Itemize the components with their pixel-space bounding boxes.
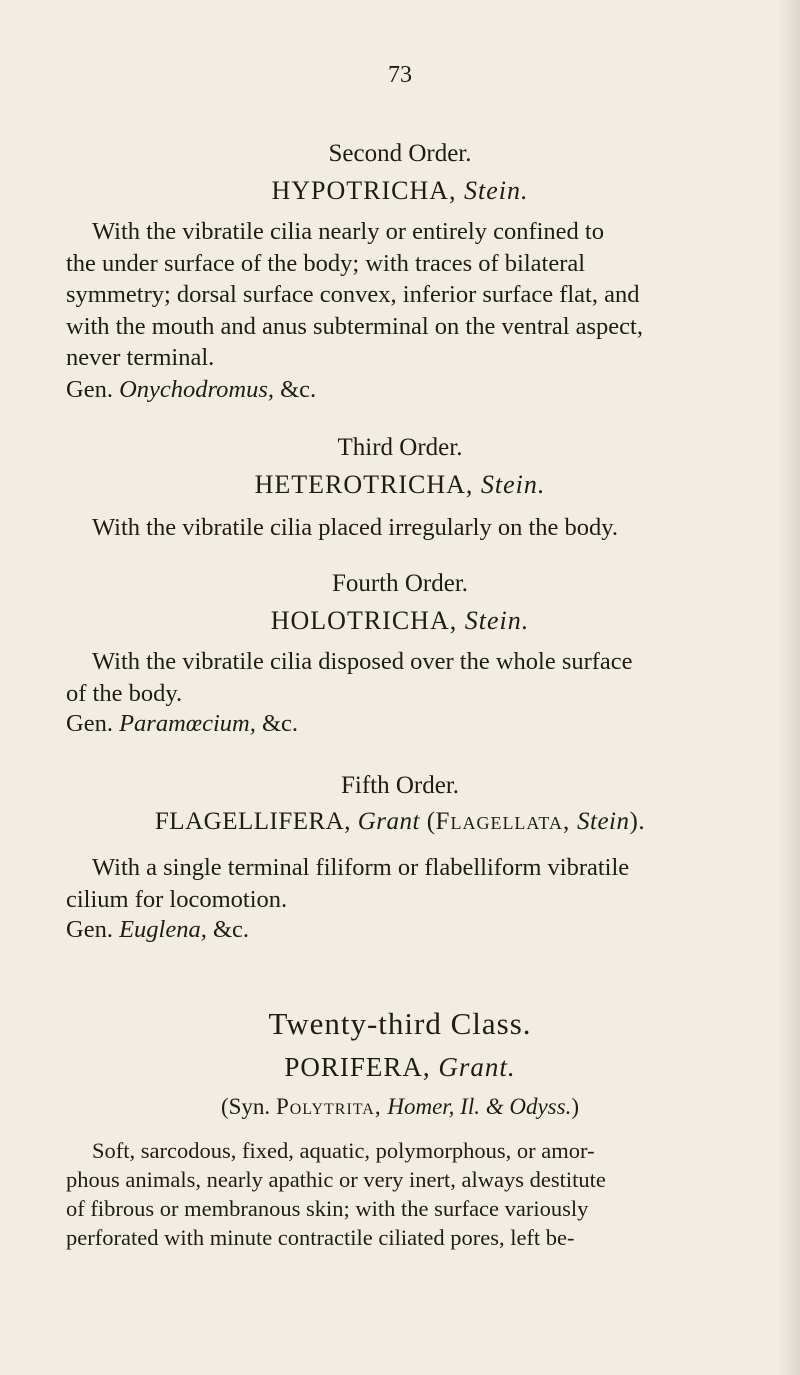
synonym-name: Flagellata, (435, 808, 571, 835)
page-edge-shadow (778, 0, 800, 1375)
paragraph-line: with the mouth and anus subterminal on the ventral aspect, (66, 312, 643, 340)
genus-prefix: Gen. (66, 376, 113, 403)
genus-name: Onychodromus, (119, 376, 274, 403)
page-number: 73 (388, 62, 412, 88)
synonym-close: ) (571, 1094, 580, 1119)
genus-name: Euglena, (119, 916, 207, 943)
synonym-author: Stein (577, 808, 630, 835)
taxon-name: FLAGELLIFERA, (154, 808, 351, 835)
paragraph-line: never terminal. (66, 344, 215, 371)
paragraph-line: Soft, sarcodous, fixed, aquatic, polymorphous, or amor- (92, 1138, 595, 1163)
order-heading-fifth: Fifth Order. (340, 772, 460, 799)
synonym-line-porifera (0, 1094, 800, 1120)
taxon-author: Grant. (438, 1052, 516, 1082)
description-paragraph-hypotricha (66, 216, 734, 374)
genus-line-hypotricha (66, 376, 316, 404)
paragraph-line: With the vibratile cilia placed irregularly on the body. (92, 514, 619, 541)
taxon-name: HYPOTRICHA, (271, 176, 457, 205)
genus-suffix: &c. (280, 376, 317, 403)
paragraph-line: perforated with minute contractile ciliated pores, left be- (66, 1225, 575, 1250)
taxon-author: Stein. (480, 470, 546, 499)
paragraph-line: of the body. (66, 679, 183, 707)
paragraph-line: With the vibratile cilia disposed over the whole surface (92, 648, 633, 675)
taxon-name: HOLOTRICHA, (270, 606, 458, 635)
paragraph-line: phous animals, nearly apathic or very inert, always destitute (66, 1167, 606, 1192)
taxon-author: Grant (357, 808, 420, 835)
synonym-source: Homer, Il. & Odyss. (387, 1094, 572, 1119)
taxon-heading-heterotricha (0, 470, 800, 500)
description-paragraph-holotricha (66, 646, 734, 709)
genus-line-holotricha (66, 710, 298, 738)
genus-suffix: &c. (262, 710, 299, 737)
taxon-heading-flagellifera (0, 808, 800, 836)
synonym-name: Polytrita, (275, 1094, 382, 1119)
paragraph-line: With the vibratile cilia nearly or entirely confined to (92, 218, 604, 245)
taxon-author: Stein. (464, 176, 529, 205)
taxon-heading-holotricha (0, 606, 800, 636)
genus-prefix: Gen. (66, 916, 113, 943)
paragraph-line: cilium for locomotion. (66, 885, 288, 913)
paragraph-line: the under surface of the body; with traces of bilateral (66, 249, 586, 277)
paragraph-line: of fibrous or membranous skin; with the surface variously (66, 1196, 589, 1221)
synonym-prefix: (Syn. (220, 1094, 271, 1119)
genus-prefix: Gen. (66, 710, 113, 737)
taxon-heading-porifera (0, 1052, 800, 1083)
order-heading-second: Second Order. (328, 140, 472, 167)
order-heading-third: Third Order. (337, 434, 463, 461)
genus-line-flagellifera (66, 916, 249, 944)
description-paragraph-porifera (66, 1136, 734, 1252)
taxon-heading-hypotricha (0, 176, 800, 206)
genus-suffix: &c. (212, 916, 250, 943)
class-heading: Twenty-third Class. (268, 1006, 532, 1041)
genus-name: Paramœcium, (119, 710, 256, 737)
order-heading-fourth: Fourth Order. (331, 570, 469, 597)
paragraph-line: symmetry; dorsal surface convex, inferior surface flat, and (66, 281, 640, 308)
taxon-name: HETEROTRICHA, (254, 470, 474, 499)
synonym-close: ). (629, 808, 646, 835)
taxon-author: Stein. (464, 606, 530, 635)
taxon-name: PORIFERA, (284, 1052, 431, 1082)
synonym-open: ( (426, 808, 436, 835)
description-paragraph-heterotricha (66, 512, 734, 544)
paragraph-line: With a single terminal filiform or flabelliform vibratile (92, 854, 630, 881)
description-paragraph-flagellifera (66, 852, 734, 915)
